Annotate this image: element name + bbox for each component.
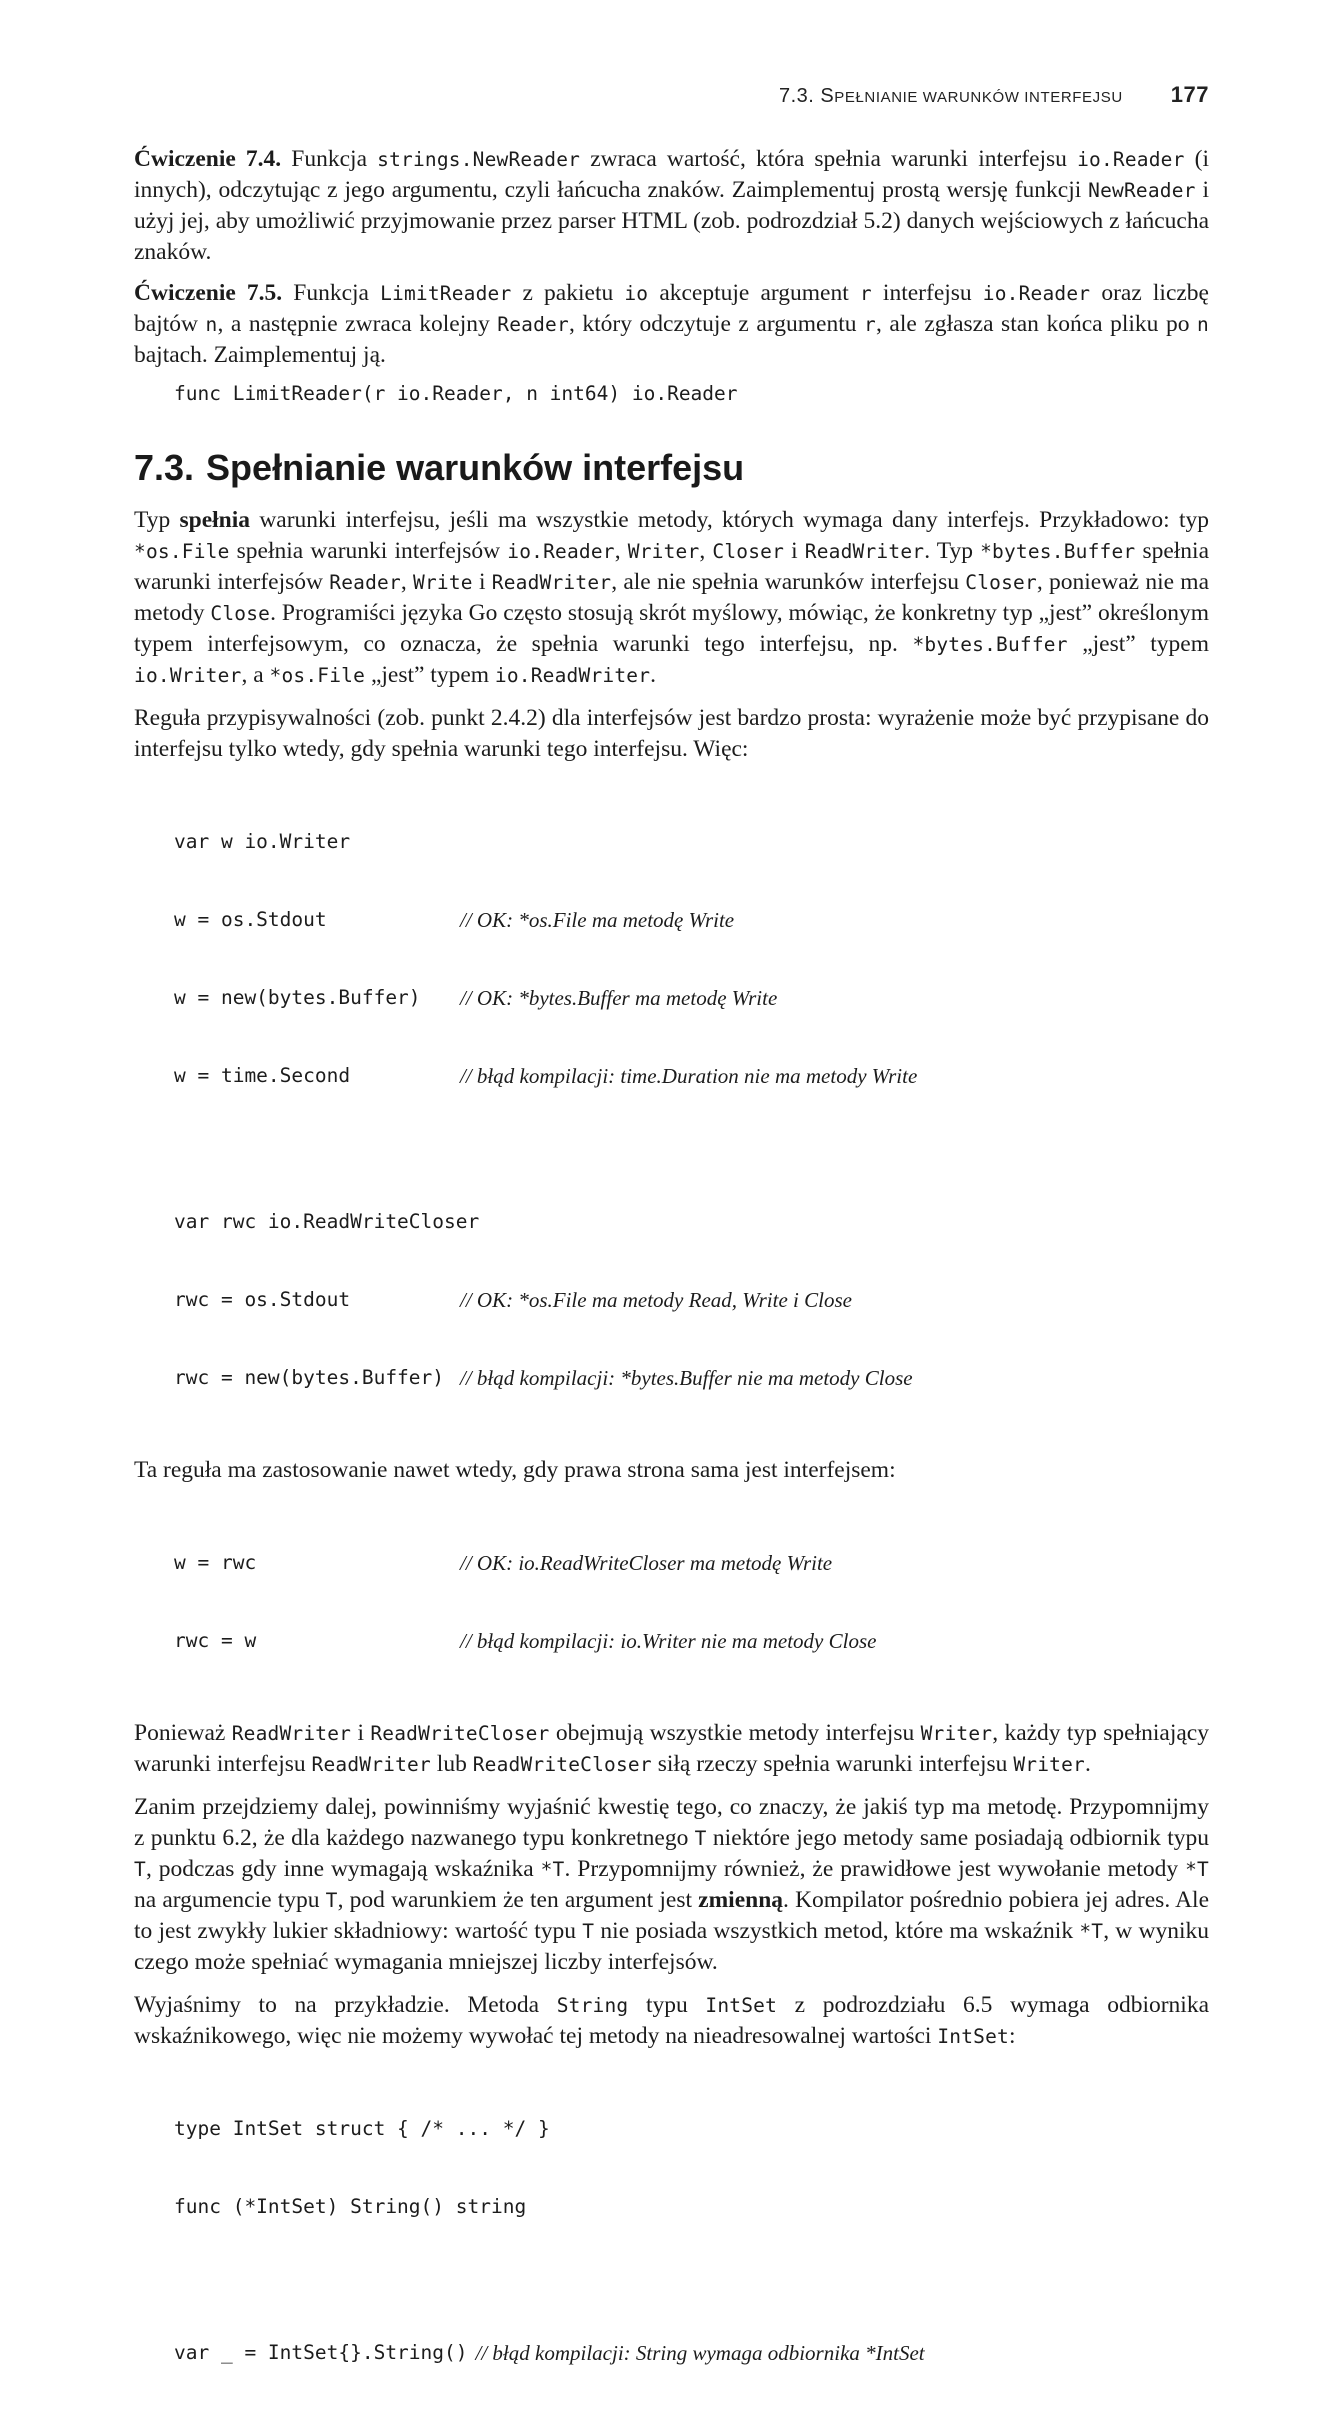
inline-code: *T — [1185, 1858, 1209, 1881]
text: zwraca wartość, która spełnia warunki interfejsu — [580, 146, 1078, 172]
text: , a następnie zwraca kolejny — [217, 311, 498, 337]
text: nie posiada wszystkich metod, które ma wskaźnik — [594, 1918, 1080, 1944]
running-head-title-smallcaps: PEŁNIANIE WARUNKÓW INTERFEJSU — [834, 89, 1123, 106]
code-text: w = rwc — [174, 1551, 257, 1574]
text: , ponieważ nie ma metody — [134, 569, 1210, 626]
inline-code: io — [624, 282, 649, 305]
text: interfejsu — [871, 280, 983, 306]
text: warunki interfejsu, jeśli ma wszystkie metody, których wymaga dany interfejs. Przykładowo: typ — [250, 507, 1209, 533]
code-comment: // błąd kompilacji: *bytes.Buffer nie ma metody Close — [460, 1366, 913, 1390]
inline-code: n — [205, 313, 218, 336]
code-gap — [174, 1141, 1209, 1157]
text: , podczas gdy inne wymagają wskaźnika — [145, 1856, 541, 1882]
text: „jest” typem — [365, 662, 495, 688]
text: . Programiści języka Go często stosują skrót myślowy, mówiąc, że konkretny typ „jest” określonym typem interfejsowym, co oznacza, że spełnia warunki tego interfejsu, np. — [134, 600, 1209, 657]
code-assignability-writer — [174, 777, 1209, 1443]
text: oraz liczbę bajtów — [134, 280, 1209, 337]
page-number: 177 — [1170, 82, 1209, 107]
text: . — [1084, 1751, 1091, 1777]
inline-code: ReadWriter — [311, 1753, 431, 1776]
code-line — [174, 829, 1209, 855]
paragraph-method-sets — [134, 1792, 1209, 1978]
inline-code: *bytes.Buffer — [980, 540, 1136, 563]
text: na argumencie typu — [134, 1887, 326, 1913]
code-text: w = os.Stdout — [174, 908, 327, 931]
text: , — [614, 538, 628, 564]
section-heading-title: Spełnianie warunków interfejsu — [206, 447, 745, 488]
inline-code: Reader — [497, 313, 569, 336]
code-comment: // błąd kompilacji: String wymaga odbiornika *IntSet — [475, 2341, 925, 2365]
exercise-label: Ćwiczenie 7.4. — [134, 146, 282, 172]
code-limitreader-signature — [174, 381, 1209, 407]
text: , — [400, 569, 414, 595]
inline-code: LimitReader — [380, 282, 512, 305]
code-text: func LimitReader(r io.Reader, n int64) io.Reader — [174, 382, 738, 405]
code-text: rwc = os.Stdout — [174, 1288, 351, 1311]
code-text: func (*IntSet) String() string — [174, 2195, 527, 2218]
text: spełnia warunki interfejsów — [229, 538, 508, 564]
text: i — [351, 1720, 371, 1746]
text: i użyj jej, aby umożliwić przyjmowanie przez parser HTML (zob. podrozdział 5.2) danych wejściowych z łańcucha znaków. — [134, 177, 1210, 265]
text: z podrozdziału 6.5 wymaga odbiornika wskaźnikowego, więc nie możemy wywołać tej metody na nieadresowalnej wartości — [134, 1992, 1210, 2049]
inline-code: IntSet — [705, 1994, 778, 2017]
text: Wyjaśnimy to na przykładzie. Metoda — [134, 1992, 557, 2018]
inline-code: *T — [1079, 1920, 1104, 1943]
code-line — [174, 2116, 1209, 2142]
inline-code: Reader — [329, 571, 401, 594]
inline-code: Writer — [1013, 1753, 1085, 1776]
text: „jest” typem — [1067, 631, 1210, 657]
text: , — [699, 538, 713, 564]
text: . Kompilator pośrednio pobiera jej adres. Ale to jest zwykły lukier składniowy: wartość typu — [134, 1887, 1209, 1944]
code-comment: // OK: *os.File ma metody Read, Write i Close — [460, 1288, 852, 1312]
inline-code: Writer — [627, 540, 700, 563]
exercise-7-4 — [134, 144, 1209, 268]
inline-code: Write — [413, 571, 473, 594]
code-line — [174, 907, 1209, 933]
text: , a — [241, 662, 270, 688]
code-comment: // OK: *bytes.Buffer ma metodę Write — [460, 986, 778, 1010]
running-head-section — [779, 85, 1123, 107]
text: Ponieważ — [134, 1720, 232, 1746]
bold-term: spełnia — [179, 507, 251, 533]
inline-code: strings.NewReader — [377, 148, 581, 171]
code-text: type IntSet struct { /* ... */ } — [174, 2117, 550, 2140]
code-text: var _ = IntSet{}.String() — [174, 2341, 468, 2364]
code-line — [174, 2194, 1209, 2220]
section-heading — [134, 447, 1209, 489]
text: . Typ — [924, 538, 981, 564]
code-text: w = new(bytes.Buffer) — [174, 986, 421, 1009]
text: , który odczytuje z argumentu — [568, 311, 865, 337]
inline-code: T — [582, 1920, 595, 1943]
inline-code: r — [859, 282, 872, 305]
text: , każdy typ spełniający warunki interfejsu — [134, 1720, 1209, 1777]
paragraph-assignability-rule: Reguła przypisywalności (zob. punkt 2.4.2) dla interfejsów jest bardzo prosta: wyrażenie może być przypisane do interfejsu tylko wtedy, gdy spełnia warunki tego interfejsu. Więc: — [134, 705, 1209, 762]
code-line — [174, 1209, 1209, 1235]
code-comment: // błąd kompilacji: io.Writer nie ma metody Close — [460, 1629, 877, 1653]
text: niektóre jego metody same posiadają odbiornik typu — [706, 1825, 1209, 1851]
code-line — [174, 1550, 1209, 1576]
inline-code: Writer — [920, 1722, 993, 1745]
text: bajtach. Zaimplementuj ją. — [134, 342, 386, 368]
code-line — [174, 1287, 1209, 1313]
inline-code: ReadWriteCloser — [472, 1753, 652, 1776]
text: obejmują wszystkie metody interfejsu — [549, 1720, 921, 1746]
inline-code: *T — [540, 1858, 565, 1881]
text: : — [1008, 2023, 1016, 2049]
text: , pod warunkiem że ten argument jest — [337, 1887, 699, 1913]
paragraph-interface-satisfaction — [134, 505, 1209, 691]
page-content — [134, 144, 1209, 2430]
code-comment: // błąd kompilacji: time.Duration nie ma metody Write — [460, 1064, 918, 1088]
exercise-7-5 — [134, 278, 1209, 371]
bold-term: zmienną — [698, 1887, 784, 1913]
inline-code: T — [694, 1827, 707, 1850]
exercise-label: Ćwiczenie 7.5. — [134, 280, 283, 306]
text: Funkcja — [282, 280, 381, 306]
inline-code: NewReader — [1088, 179, 1196, 202]
section-heading-number: 7.3. — [134, 447, 195, 488]
code-comment: // OK: *os.File ma metodę Write — [460, 908, 735, 932]
text: . — [650, 662, 657, 688]
inline-code: ReadWriter — [804, 540, 925, 563]
code-text: var rwc io.ReadWriteCloser — [174, 1210, 480, 1233]
inline-code: String — [556, 1994, 629, 2017]
text: i — [472, 569, 492, 595]
inline-code: io.Reader — [1077, 148, 1185, 171]
code-text: rwc = w — [174, 1629, 257, 1652]
text: akceptuje argument — [648, 280, 860, 306]
paragraph-intset-example — [134, 1990, 1209, 2052]
code-gap — [174, 2272, 1209, 2288]
inline-code: n — [1197, 313, 1209, 336]
text: lub — [430, 1751, 473, 1777]
inline-code: ReadWriteCloser — [370, 1722, 550, 1745]
text: Typ — [134, 507, 180, 533]
inline-code: io.Reader — [507, 540, 615, 563]
text: , ale nie spełnia warunków interfejsu — [611, 569, 966, 595]
code-line — [174, 381, 1209, 407]
running-head-initial: S — [820, 85, 835, 107]
code-text: var w io.Writer — [174, 830, 351, 853]
text: Funkcja — [281, 146, 378, 172]
text: . Przypomnijmy również, że prawidłowe jest wywołanie metody — [564, 1856, 1186, 1882]
inline-code: io.Reader — [982, 282, 1091, 305]
inline-code: Closer — [965, 571, 1037, 594]
inline-code: io.ReadWriter — [494, 664, 651, 687]
text: , ale zgłasza stan końca pliku po — [875, 311, 1198, 337]
code-text: rwc = new(bytes.Buffer) — [174, 1366, 445, 1389]
inline-code: io.Writer — [134, 664, 242, 687]
inline-code: Closer — [712, 540, 785, 563]
code-comment: // OK: io.ReadWriteCloser ma metodę Write — [460, 1551, 833, 1575]
inline-code: r — [864, 313, 876, 336]
inline-code: *os.File — [269, 664, 366, 687]
text: (i innych), odczytując z jego argumentu, czyli łańcucha znaków. Zaimplementuj prostą wersję funkcji — [134, 146, 1210, 203]
inline-code: *bytes.Buffer — [912, 633, 1068, 656]
code-text: w = time.Second — [174, 1064, 351, 1087]
text: z pakietu — [511, 280, 625, 306]
code-line — [174, 1628, 1209, 1654]
inline-code: *os.File — [134, 540, 230, 563]
running-head — [779, 82, 1209, 108]
inline-code: T — [325, 1889, 338, 1912]
text: spełnia warunki interfejsów — [134, 538, 1210, 595]
text: typu — [628, 1992, 706, 2018]
code-line — [174, 1365, 1209, 1391]
inline-code: IntSet — [937, 2025, 1009, 2048]
inline-code: Close — [210, 602, 271, 625]
inline-code: T — [134, 1858, 146, 1881]
code-intset — [174, 2064, 1209, 2418]
inline-code: ReadWriter — [491, 571, 612, 594]
text: siłą rzeczy spełnia warunki interfejsu — [651, 1751, 1014, 1777]
code-line — [174, 985, 1209, 1011]
code-line — [174, 2340, 1209, 2366]
text: i — [784, 538, 805, 564]
paragraph-interface-rhs: Ta reguła ma zastosowanie nawet wtedy, gdy prawa strona sama jest interfejsem: — [134, 1457, 896, 1483]
paragraph-readwriter — [134, 1718, 1209, 1780]
text: , w wyniku czego może spełniać wymagania mniejszej liczby interfejsów. — [134, 1918, 1210, 1975]
text: Zanim przejdziemy dalej, powinniśmy wyjaśnić kwestię tego, co znaczy, że jakiś typ ma metodę. Przypomnijmy z punktu 6.2, że dla każdego nazwanego typu konkretnego — [134, 1794, 1209, 1851]
code-line — [174, 1063, 1209, 1089]
code-interface-assignment — [174, 1498, 1209, 1706]
inline-code: ReadWriter — [231, 1722, 352, 1745]
running-head-section-number: 7.3. — [778, 85, 815, 107]
